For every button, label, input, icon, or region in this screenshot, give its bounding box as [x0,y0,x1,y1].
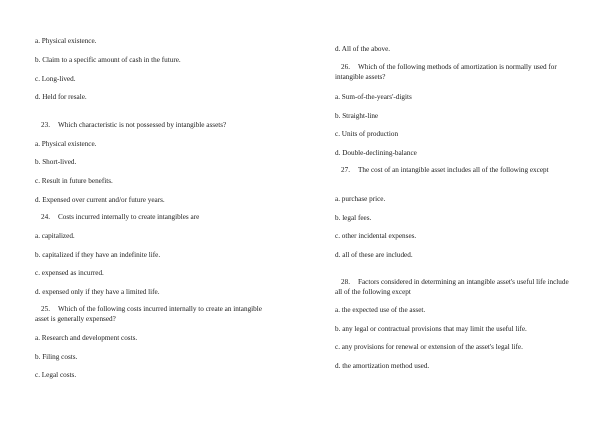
answer-option: b. Short-lived. [35,158,77,166]
answer-option: d. the amortization method used. [335,362,430,370]
question-text: Factors considered in determining an intangible asset's useful life include all of the following except [335,278,569,296]
question-number: 26. [341,63,350,71]
answer-option: c. any provisions for renewal or extension of the asset's legal life. [335,343,523,351]
answer-option: a. Sum-of-the-years'-digits [335,93,412,101]
answer-option: d. all of these are included. [335,251,413,259]
question-24 [35,212,275,222]
answer-option: a. Research and development costs. [35,334,138,342]
question-number: 25. [41,305,50,313]
answer-option: b. legal fees. [335,214,372,222]
question-text: Which of the following costs incurred internally to create an intangible asset is generally expensed? [35,305,262,323]
answer-option: a. Physical existence. [35,140,97,148]
question-number: 24. [41,213,50,221]
question-text: Which characteristic is not possessed by intangible assets? [57,121,227,129]
answer-option: d. expensed only if they have a limited life. [35,288,160,296]
answer-option: a. purchase price. [335,195,386,203]
answer-option: b. Filing costs. [35,353,78,361]
question-text: Which of the following methods of amortization is normally used for intangible assets? [335,63,557,81]
question-number: 23. [41,121,50,129]
answer-option: b. Claim to a specific amount of cash in the future. [35,56,181,64]
answer-option: d. Double-declining-balance [335,149,417,157]
answer-option: a. the expected use of the asset. [335,306,426,314]
answer-option: a. capitalized. [35,232,75,240]
answer-option: d. Held for resale. [35,93,87,101]
answer-option: c. Result in future benefits. [35,177,113,185]
question-27 [335,165,567,175]
question-number: 27. [341,166,350,174]
question-text: Costs incurred internally to create intangibles are [57,213,200,221]
answer-option: d. All of the above. [335,45,391,53]
question-28 [335,277,570,297]
answer-option: d. Expensed over current and/or future years. [35,196,165,204]
answer-option: c. expensed as incurred. [35,269,104,277]
answer-option: a. Physical existence. [35,37,97,45]
answer-option: b. capitalized if they have an indefinite life. [35,251,161,259]
answer-option: c. other incidental expenses. [335,232,417,240]
answer-option: c. Long-lived. [35,75,76,83]
answer-option: c. Units of production [335,130,399,138]
answer-option: b. Straight-line [335,112,379,120]
question-23 [35,120,275,130]
question-text: The cost of an intangible asset includes all of the following except [357,166,549,174]
answer-option: c. Legal costs. [35,371,77,379]
answer-option: b. any legal or contractual provisions that may limit the useful life. [335,325,527,333]
question-number: 28. [341,278,350,286]
question-26 [335,62,560,82]
question-25 [35,304,263,324]
